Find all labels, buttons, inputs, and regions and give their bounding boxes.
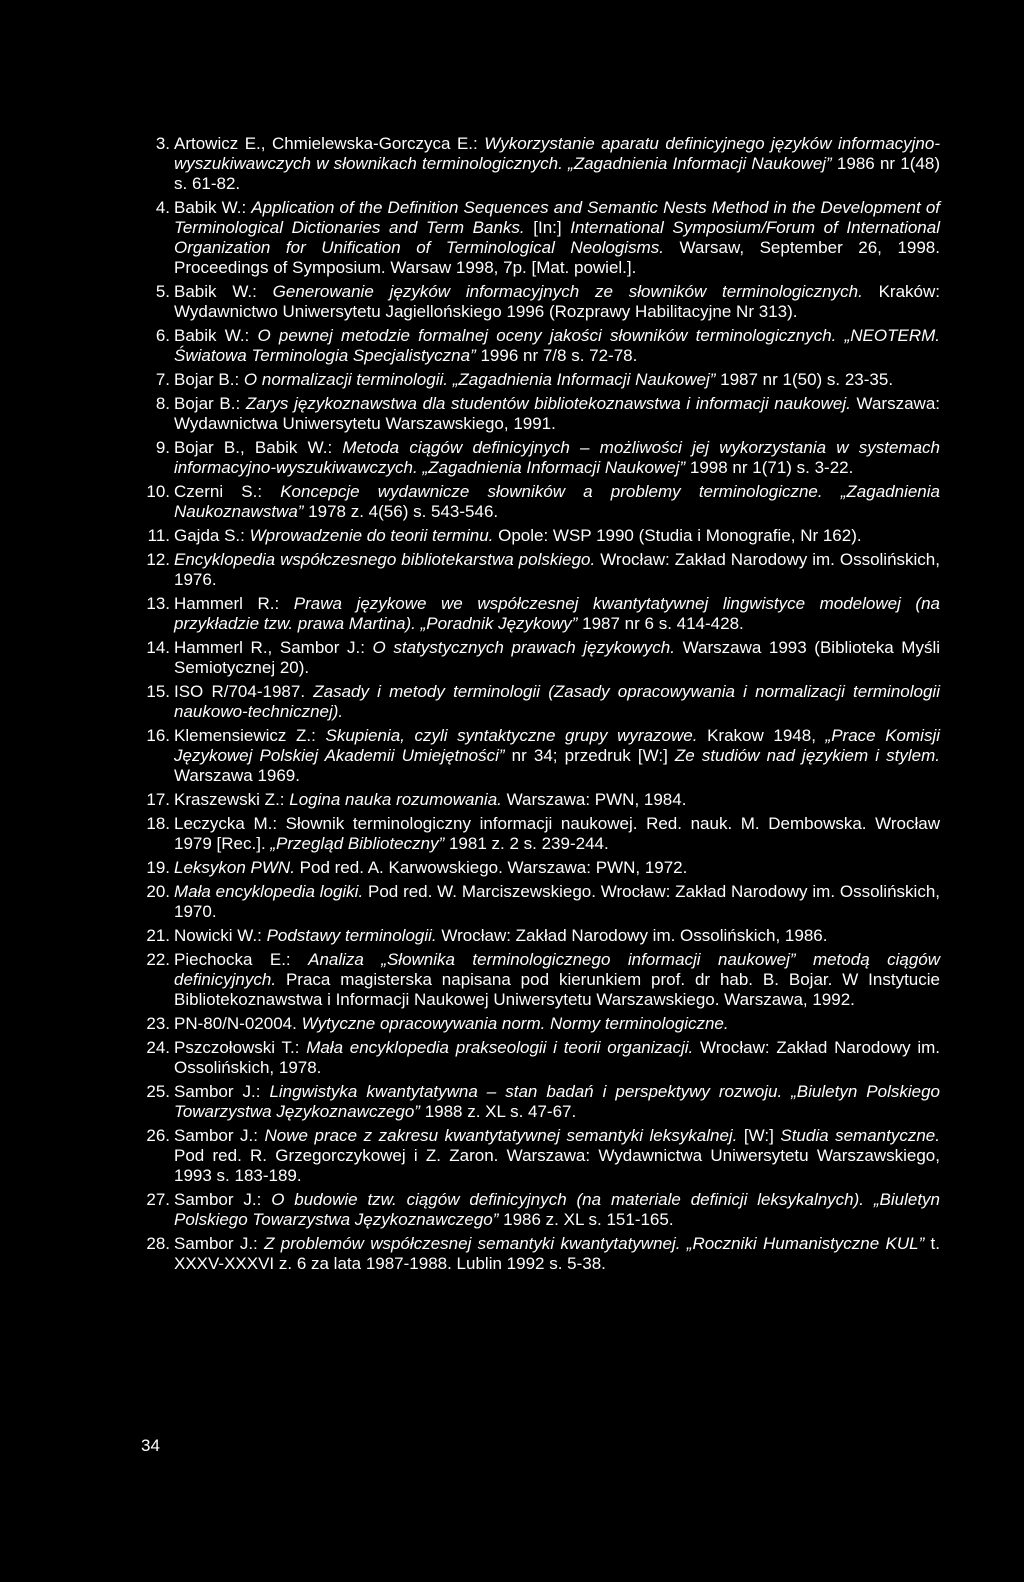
entry-number: 8. [155, 394, 170, 413]
entry-title-italic: Application of the Definition Sequences and Semantic Nests Method in the Development of Terminological Dictionaries and Term Banks. [174, 198, 940, 237]
entry-title-italic: Generowanie języków informacyjnych ze słowników terminologicznych. [272, 282, 863, 301]
entry-title-italic: O pewnej metodzie formalnej oceny jakości słowników terminologicznych. „NEOTERM. Światowa Terminologia Specjalistyczna” [174, 326, 940, 365]
entry-text [174, 1038, 940, 1077]
bibliography-list [140, 134, 940, 1278]
entry-number: 21. [146, 926, 170, 945]
entry-title-italic: „Przegląd Biblioteczny” [270, 834, 445, 853]
entry-text [174, 594, 940, 633]
entry-text [174, 550, 940, 589]
entry-text-segment: [In:] [524, 218, 571, 237]
entry-text-segment: nr 34; przedruk [W:] [504, 746, 675, 765]
bibliography-entry [140, 326, 940, 366]
entry-title-italic: Analiza „Słownika terminologicznego informacji naukowej” metodą ciągów definicyjnych. [174, 950, 941, 989]
entry-text-segment: Sambor J.: [174, 1082, 270, 1101]
entry-title-italic: Lingwistyka kwantytatywna – stan badań i perspektywy rozwoju. „Biuletyn Polskiego Towarzystwa Językoznawczego” [174, 1082, 940, 1121]
entry-text [174, 438, 940, 477]
entry-title-italic: Wykorzystanie aparatu definicyjnego języków informacyjno-wyszukiwawczych w słownikach terminologicznych. „Zagadnienia Informacji Naukowej” [174, 134, 940, 173]
entry-title-italic: Encyklopedia współczesnego bibliotekarstwa polskiego. [174, 550, 596, 569]
entry-title-italic: Mała encyklopedia logiki. [174, 882, 364, 901]
entry-title-italic: Zarys językoznawstwa dla studentów bibliotekoznawstwa i informacji naukowej. [245, 394, 851, 413]
entry-text-segment: Sambor J.: [174, 1126, 265, 1145]
bibliography-entry [140, 394, 940, 434]
entry-number: 18. [146, 814, 170, 833]
entry-text-segment: ISO R/704-1987. [174, 682, 314, 701]
entry-number: 19. [146, 858, 170, 877]
entry-title-italic: Nowe prace z zakresu kwantytatywnej semantyki leksykalnej. [264, 1126, 738, 1145]
entry-text-segment: Czerni S.: [174, 482, 281, 501]
entry-text [174, 1126, 940, 1185]
entry-text [174, 950, 940, 1009]
entry-text-segment: 1981 z. 2 s. 239-244. [444, 834, 609, 853]
entry-text [174, 482, 940, 521]
page-number: 34 [141, 1436, 160, 1455]
entry-title-italic: Zasady i metody terminologii (Zasady opracowywania i normalizacji terminologii naukowo-technicznej). [174, 682, 940, 721]
entry-title-italic: Wprowadzenie do teorii terminu. [249, 526, 494, 545]
bibliography-entry [140, 858, 940, 878]
entry-text-segment: [W:] [737, 1126, 781, 1145]
entry-text-segment: 1987 nr 1(50) s. 23-35. [715, 370, 894, 389]
entry-title-italic: Metoda ciągów definicyjnych – możliwości jej wykorzystania w systemach informacyjno-wyszukiwawczych. „Zagadnienia Informacji Naukowej” [174, 438, 940, 477]
entry-text-segment: Kraszewski Z.: [174, 790, 290, 809]
entry-text-segment: 1988 z. XL s. 47-67. [419, 1102, 577, 1121]
bibliography-entry [140, 370, 940, 390]
entry-text-segment: Krakow 1948, [697, 726, 826, 745]
entry-title-italic: International Symposium/Forum of International Organization for Unification of Terminological Neologisms. [174, 218, 940, 257]
entry-text-segment: Pszczołowski T.: [174, 1038, 307, 1057]
entry-title-italic: Prawa językowe we współczesnej kwantytatywnej lingwistyce modelowej (na przykładzie tzw. prawa Martina). „Poradnik Językowy” [174, 594, 940, 633]
entry-number: 13. [146, 594, 170, 613]
entry-text-segment: Wrocław: Zakład Narodowy im. Ossolińskich, 1986. [436, 926, 828, 945]
entry-text [174, 1190, 940, 1229]
entry-text [174, 370, 893, 389]
entry-title-italic: Koncepcje wydawnicze słowników a problemy terminologiczne. „Zagadnienia Naukoznawstwa” [174, 482, 940, 521]
entry-text-segment: 1986 z. XL s. 151-165. [498, 1210, 674, 1229]
entry-text [174, 726, 940, 785]
entry-text-segment: Leczycka M.: Słownik terminologiczny informacji naukowej. Red. nauk. M. Dembowska. Wrocław 1979 [Rec.]. [174, 814, 940, 853]
entry-number: 27. [146, 1190, 170, 1209]
bibliography-entry [140, 1038, 940, 1078]
entry-text-segment: Hammerl R.: [174, 594, 294, 613]
entry-text-segment: 1996 nr 7/8 s. 72-78. [475, 346, 638, 365]
entry-text-segment: Babik W.: [174, 282, 273, 301]
entry-text-segment: Praca magisterska napisana pod kierunkiem prof. dr hab. B. Bojar. W Instytucie Bibliotekoznawstwa i Informacji Naukowej Uniwersytetu Warszawskiego. Warszawa, 1992. [174, 970, 940, 1009]
bibliography-entry [140, 682, 940, 722]
entry-title-italic: Podstawy terminologii. [266, 926, 437, 945]
entry-text-segment: Opole: WSP 1990 (Studia i Monografie, Nr 162). [493, 526, 862, 545]
entry-text-segment: Hammerl R., Sambor J.: [174, 638, 373, 657]
entry-text-segment: Gajda S.: [174, 526, 250, 545]
entry-text-segment: Warszawa 1969. [174, 766, 300, 785]
bibliography-entry [140, 882, 940, 922]
entry-text-segment: Babik W.: [174, 198, 252, 217]
entry-text-segment: Bojar B., Babik W.: [174, 438, 343, 457]
entry-text [174, 858, 687, 877]
entry-text [174, 526, 862, 545]
entry-number: 17. [146, 790, 170, 809]
entry-number: 28. [146, 1234, 170, 1253]
bibliography-entry [140, 282, 940, 322]
entry-text-segment: Pod red. R. Grzegorczykowej i Z. Zaron. Warszawa: Wydawnictwa Uniwersytetu Warszawskiego, 1993 s. 183-189. [174, 1146, 940, 1185]
entry-text-segment: Wrocław: Zakład Narodowy im. Ossolińskich, 1976. [174, 550, 940, 589]
entry-number: 4. [155, 198, 170, 217]
entry-text [174, 198, 940, 277]
entry-text-segment: Pod red. W. Marciszewskiego. Wrocław: Zakład Narodowy im. Ossolińskich, 1970. [174, 882, 940, 921]
entry-title-italic: Z problemów współczesnej semantyki kwantytatywnej. „Roczniki Humanistyczne KUL” [264, 1234, 925, 1253]
entry-number: 12. [146, 550, 170, 569]
entry-text [174, 326, 940, 365]
bibliography-entry [140, 438, 940, 478]
entry-number: 5. [155, 282, 170, 301]
entry-number: 24. [146, 1038, 170, 1057]
entry-text-segment: Artowicz E., Chmielewska-Gorczyca E.: [174, 134, 485, 153]
entry-number: 16. [146, 726, 170, 745]
entry-text [174, 790, 686, 809]
bibliography-entry [140, 594, 940, 634]
entry-number: 22. [146, 950, 170, 969]
entry-title-italic: O normalizacji terminologii. „Zagadnienia Informacji Naukowej” [243, 370, 716, 389]
entry-text-segment: Sambor J.: [174, 1234, 265, 1253]
entry-text-segment: Nowicki W.: [174, 926, 267, 945]
bibliography-entry [140, 926, 940, 946]
entry-text-segment: Sambor J.: [174, 1190, 272, 1209]
bibliography-entry [140, 1014, 940, 1034]
entry-text-segment: 1978 z. 4(56) s. 543-546. [303, 502, 499, 521]
bibliography-entry [140, 134, 940, 194]
entry-text [174, 814, 940, 853]
entry-number: 25. [146, 1082, 170, 1101]
entry-text [174, 882, 940, 921]
entry-text-segment: Warszawa: Wydawnictwa Uniwersytetu Warszawskiego, 1991. [174, 394, 941, 433]
entry-text-segment: Babik W.: [174, 326, 258, 345]
entry-number: 20. [146, 882, 170, 901]
entry-text-segment: Klemensiewicz Z.: [174, 726, 326, 745]
entry-title-italic: Studia semantyczne. [780, 1126, 940, 1145]
entry-number: 11. [147, 526, 170, 545]
entry-text-segment: Piechocka E.: [174, 950, 309, 969]
bibliography-entry [140, 638, 940, 678]
entry-text-segment: PN-80/N-02004. [174, 1014, 302, 1033]
entry-text-segment: 1986 nr 1(48) s. 61-82. [174, 154, 940, 193]
entry-number: 15. [146, 682, 170, 701]
entry-title-italic: Wytyczne opracowywania norm. Normy terminologiczne. [301, 1014, 729, 1033]
entry-title-italic: Leksykon PWN. [174, 858, 295, 877]
entry-text [174, 134, 940, 193]
bibliography-entry [140, 790, 940, 810]
entry-text-segment: 1998 nr 1(71) s. 3-22. [685, 458, 854, 477]
bibliography-entry [140, 526, 940, 546]
entry-text [174, 682, 940, 721]
entry-title-italic: Ze studiów nad językiem i stylem. [674, 746, 940, 765]
bibliography-entry [140, 1234, 940, 1274]
entry-number: 14. [146, 638, 170, 657]
entry-text [174, 926, 827, 945]
bibliography-entry [140, 950, 940, 1010]
entry-text-segment: Bojar B.: [174, 394, 246, 413]
entry-text [174, 1234, 940, 1273]
bibliography-entry [140, 1190, 940, 1230]
entry-text-segment: Bojar B.: [174, 370, 244, 389]
entry-text [174, 394, 940, 433]
entry-number: 10. [146, 482, 170, 501]
bibliography-entry [140, 1126, 940, 1186]
entry-text [174, 1082, 940, 1121]
bibliography-entry [140, 726, 940, 786]
entry-number: 7. [155, 370, 170, 389]
entry-title-italic: Skupienia, czyli syntaktyczne grupy wyrazowe. [325, 726, 698, 745]
entry-title-italic: Logina nauka rozumowania. [289, 790, 502, 809]
entry-text-segment: Kraków: Wydawnictwo Uniwersytetu Jagiellońskiego 1996 (Rozprawy Habilitacyjne Nr 313). [174, 282, 940, 321]
entry-text [174, 1014, 729, 1033]
bibliography-entry [140, 550, 940, 590]
entry-number: 9. [155, 438, 170, 457]
entry-title-italic: „Prace Komisji Językowej Polskiej Akademii Umiejętności” [174, 726, 940, 765]
entry-text-segment: Warszawa: PWN, 1984. [501, 790, 687, 809]
bibliography-entry [140, 814, 940, 854]
entry-number: 26. [146, 1126, 170, 1145]
bibliography-entry [140, 1082, 940, 1122]
entry-title-italic: O statystycznych prawach językowych. [372, 638, 675, 657]
entry-title-italic: Mała encyklopedia prakseologii i teorii organizacji. [306, 1038, 694, 1057]
bibliography-entry [140, 482, 940, 522]
entry-text [174, 638, 940, 677]
entry-text-segment: Wrocław: Zakład Narodowy im. Ossolińskich, 1978. [174, 1038, 940, 1077]
entry-title-italic: O budowie tzw. ciągów definicyjnych (na materiale definicji leksykalnych). „Biuletyn Polskiego Towarzystwa Językoznawczego” [174, 1190, 941, 1229]
entry-text [174, 282, 940, 321]
entry-text-segment: Warsaw, September 26, 1998. Proceedings of Symposium. Warsaw 1998, 7p. [Mat. powiel.]. [174, 238, 940, 277]
entry-text-segment: t. XXXV-XXXVI z. 6 za lata 1987-1988. Lublin 1992 s. 5-38. [174, 1234, 941, 1273]
entry-number: 3. [155, 134, 170, 153]
entry-text-segment: Pod red. A. Karwowskiego. Warszawa: PWN, 1972. [294, 858, 688, 877]
entry-text-segment: 1987 nr 6 s. 414-428. [577, 614, 744, 633]
entry-number: 6. [155, 326, 170, 345]
entry-text-segment: Warszawa 1993 (Biblioteka Myśli Semiotycznej 20). [174, 638, 940, 677]
bibliography-entry [140, 198, 940, 278]
entry-number: 23. [146, 1014, 170, 1033]
